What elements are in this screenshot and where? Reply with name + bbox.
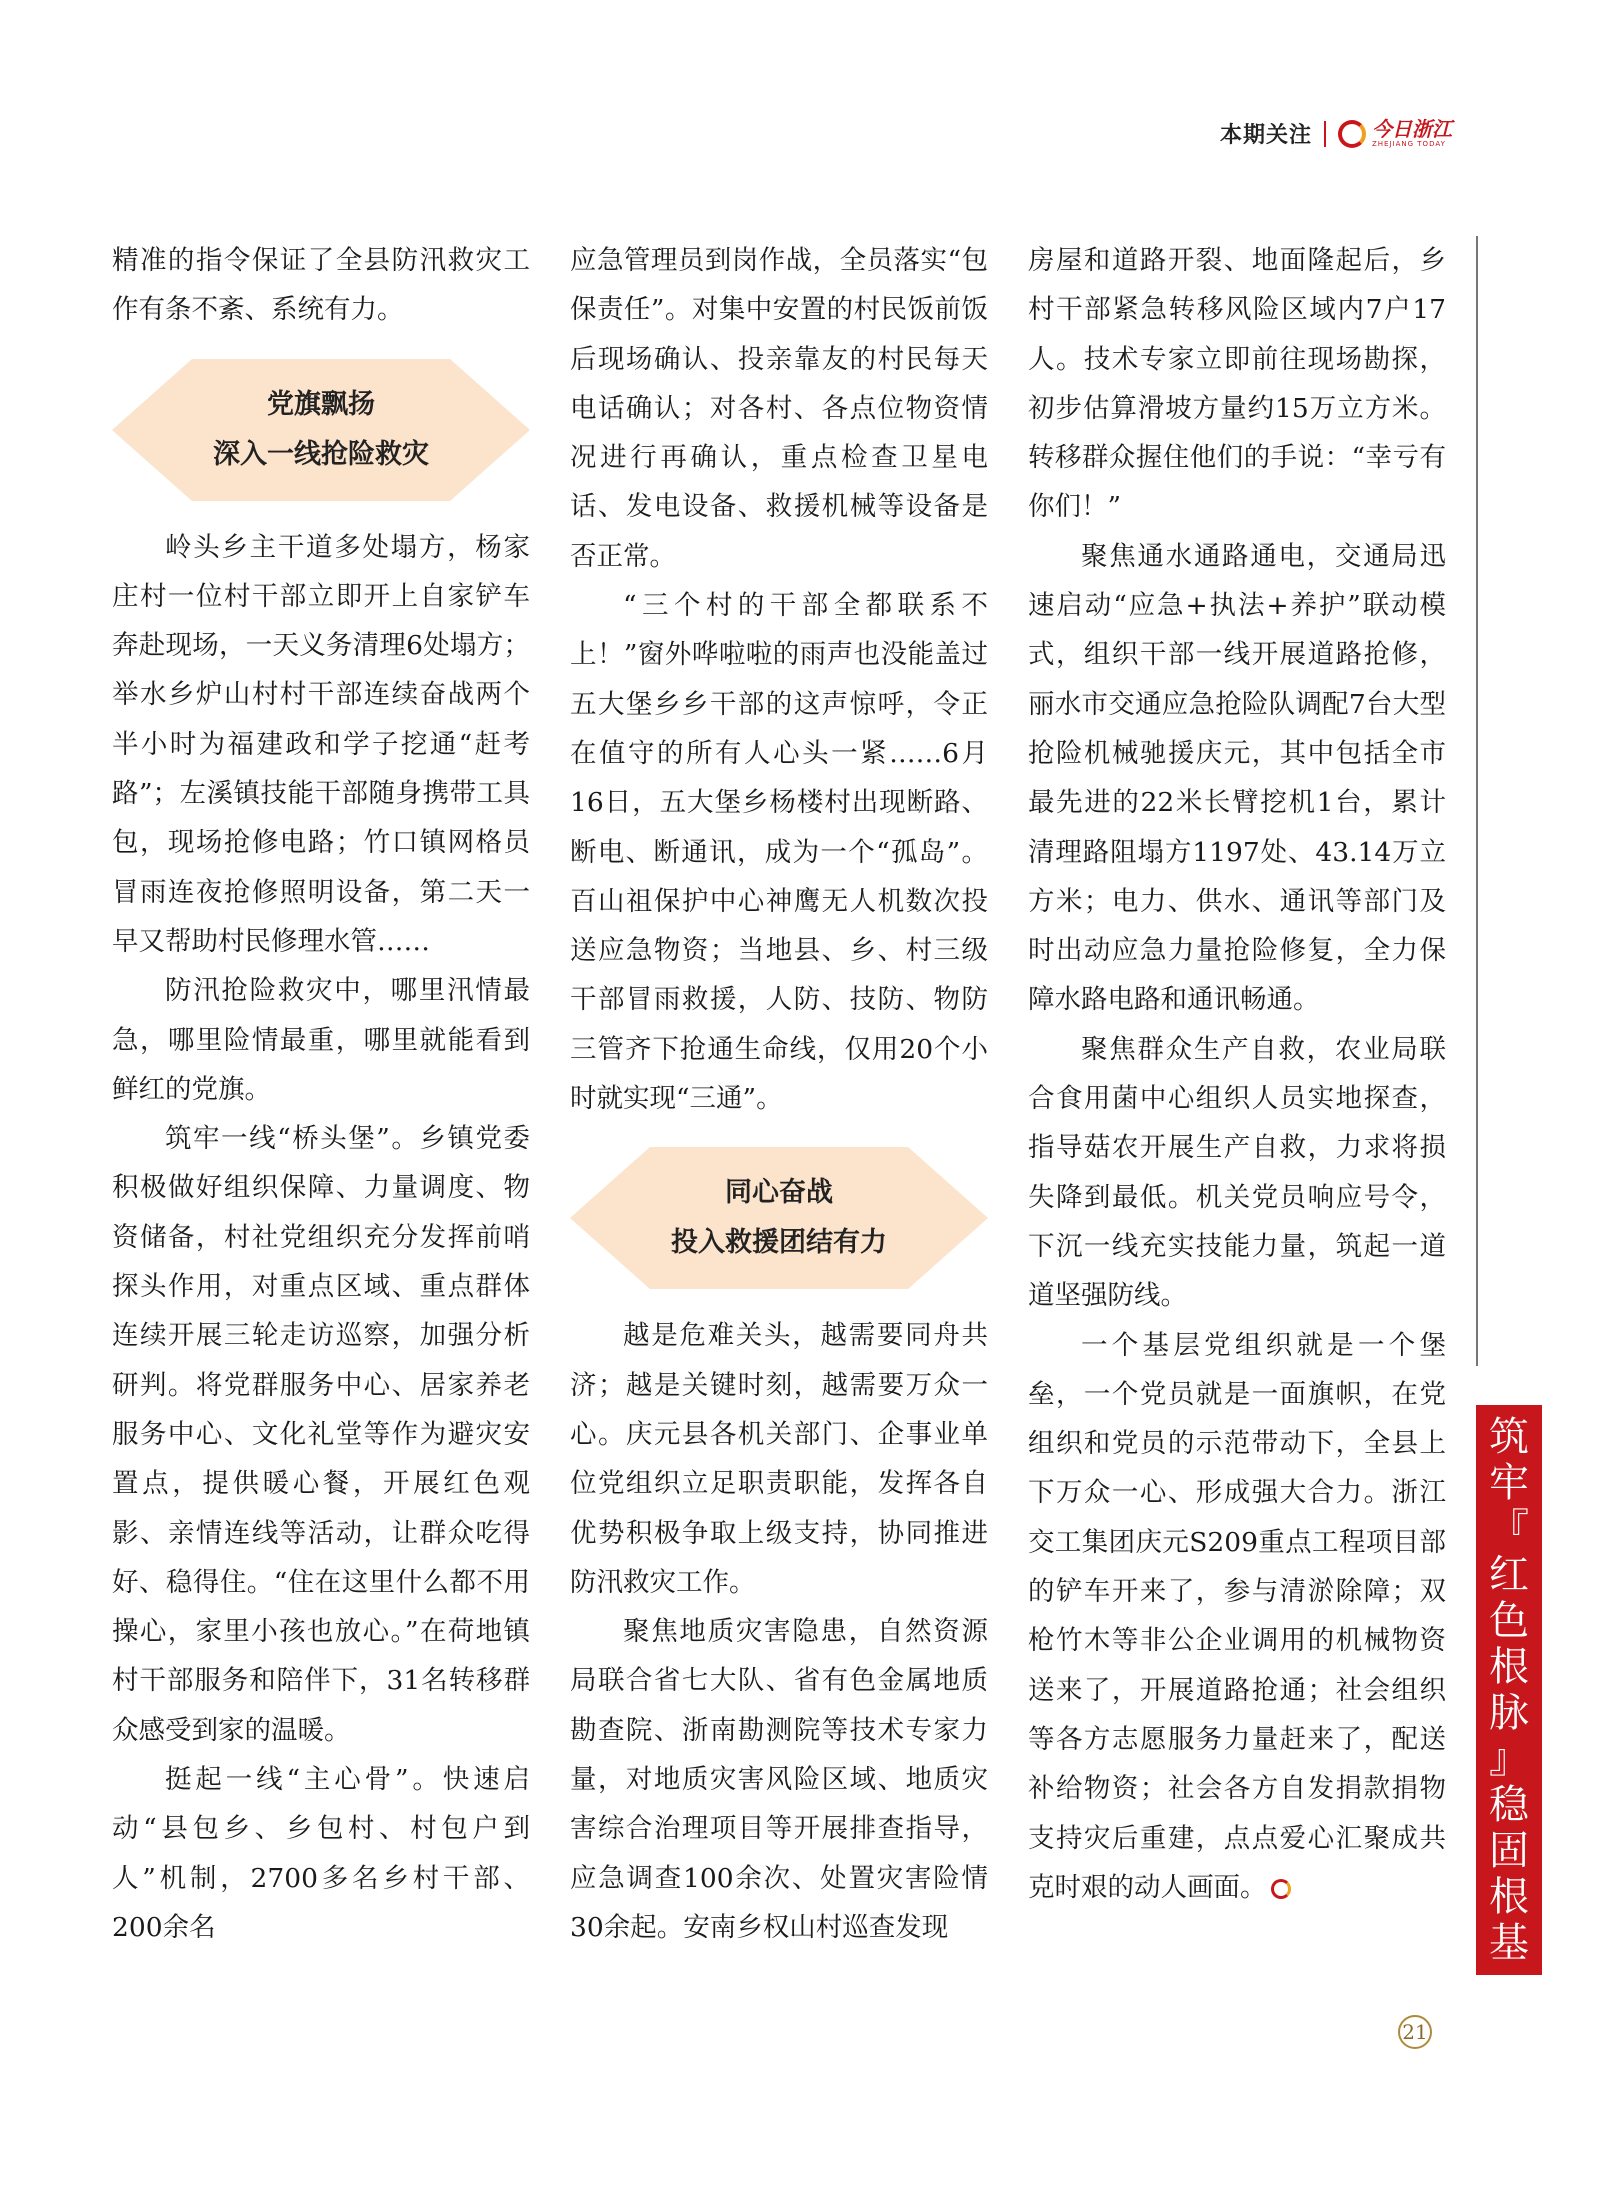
subheading-line-1: 同心奋战 bbox=[725, 1177, 833, 1209]
article-column-3 bbox=[1028, 236, 1446, 1912]
side-banner bbox=[1476, 1405, 1542, 1975]
banner-char: 根 bbox=[1489, 1644, 1529, 1690]
subheading-box bbox=[570, 1147, 988, 1289]
banner-char: 』 bbox=[1489, 1736, 1529, 1782]
article-column-2 bbox=[570, 236, 988, 1952]
paragraph: “三个村的干部全都联系不上！”窗外哗啦啦的雨声也没能盖过五大堡乡乡干部的这声惊呼，令正在值守的所有人心头一紧……6月16日，五大堡乡杨楼村出现断路、断电、断通讯，成为一个“孤岛”。百山祖保护中心神鹰无人机数次投送应急物资；当地县、乡、村三级干部冒雨救援，人防、技防、物防三管齐下抢通生命线，仅用20个小时就实现“三通”。 bbox=[570, 590, 988, 1115]
paragraph-text: 一个基层党组织就是一个堡垒，一个党员就是一面旗帜，在党组织和党员的示范带动下，全县上下万众一心、形成强大合力。浙江交工集团庆元S209重点工程项目部的铲车开来了，参与清淤除障；双枪竹木等非公企业调用的机械物资送来了，开展道路抢通；社会组织等各方志愿服务力量赶来了，配送补给物资；社会各方自发捐款捐物支持灾后重建，点点爱心汇聚成共克时艰的动人画面。 bbox=[1028, 1329, 1446, 1903]
banner-char: 脉 bbox=[1489, 1690, 1529, 1736]
logo-swirl-icon bbox=[1338, 120, 1366, 148]
banner-char: 稳 bbox=[1489, 1782, 1529, 1828]
banner-char: 牢 bbox=[1489, 1460, 1529, 1506]
banner-char: 红 bbox=[1489, 1552, 1529, 1598]
banner-char: 色 bbox=[1489, 1598, 1529, 1644]
banner-char: 固 bbox=[1489, 1828, 1529, 1874]
logo-english: ZHEJIANG TODAY bbox=[1372, 140, 1446, 148]
magazine-logo bbox=[1338, 119, 1452, 148]
section-title: 本期关注 bbox=[1219, 123, 1312, 148]
paragraph: 精准的指令保证了全县防汛救灾工作有条不紊、系统有力。 bbox=[112, 245, 530, 326]
header-divider bbox=[1324, 121, 1326, 147]
paragraph: 挺起一线“主心骨”。快速启动“县包乡、乡包村、村包户到人”机制，2700多名乡村干部、200余名 bbox=[112, 1764, 530, 1943]
subheading-line-2: 投入救援团结有力 bbox=[671, 1227, 887, 1259]
banner-char: 『 bbox=[1489, 1506, 1529, 1552]
paragraph: 聚焦通水通路通电，交通局迅速启动“应急+执法+养护”联动模式，组织干部一线开展道路抢修，丽水市交通应急抢险队调配7台大型抢险机械驰援庆元，其中包括全市最先进的22米长臂挖机1台，累计清理路阻塌方1197处、43.14万立方米；电力、供水、通讯等部门及时出动应急力量抢险修复，全力保障水路电路和通讯畅通。 bbox=[1028, 540, 1446, 1016]
paragraph: 应急管理员到岗作战，全员落实“包保责任”。对集中安置的村民饭前饭后现场确认、投亲靠友的村民每天电话确认；对各村、各点位物资情况进行再确认，重点检查卫星电话、发电设备、救援机械等设备是否正常。 bbox=[570, 245, 988, 572]
paragraph: 聚焦群众生产自救，农业局联合食用菌中心组织人员实地探查，指导菇农开展生产自救，力求将损失降到最低。机关党员响应号令，下沉一线充实技能力量，筑起一道道坚强防线。 bbox=[1028, 1033, 1446, 1312]
subheading-line-1: 党旗飘扬 bbox=[267, 388, 375, 420]
paragraph: 房屋和道路开裂、地面隆起后，乡村干部紧急转移风险区域内7户17人。技术专家立即前往现场勘探，初步估算滑坡方量约15万立方米。转移群众握住他们的手说：“幸亏有你们！” bbox=[1028, 245, 1446, 523]
paragraph: 越是危难关头，越需要同舟共济；越是关键时刻，越需要万众一心。庆元县各机关部门、企事业单位党组织立足职责职能，发挥各自优势积极争取上级支持，协同推进防汛救灾工作。 bbox=[570, 1320, 988, 1598]
paragraph: 防汛抢险救灾中，哪里汛情最急，哪里险情最重，哪里就能看到鲜红的党旗。 bbox=[112, 975, 530, 1105]
paragraph bbox=[1028, 1321, 1446, 1913]
page-number: 21 bbox=[1398, 2015, 1432, 2049]
subheading-line-2: 深入一线抢险救灾 bbox=[213, 438, 429, 470]
end-mark-icon bbox=[1271, 1879, 1291, 1899]
banner-char: 基 bbox=[1489, 1920, 1529, 1966]
banner-char: 根 bbox=[1489, 1874, 1529, 1920]
logo-name: 今日浙江 bbox=[1372, 117, 1452, 141]
paragraph: 筑牢一线“桥头堡”。乡镇党委积极做好组织保障、力量调度、物资储备，村社党组织充分发挥前哨探头作用，对重点区域、重点群体连续开展三轮走访巡察，加强分析研判。将党群服务中心、居家养老服务中心、文化礼堂等作为避灾安置点，提供暖心餐，开展红色观影、亲情连线等活动，让群众吃得好、稳得住。“住在这里什么都不用操心，家里小孩也放心。”在荷地镇村干部服务和陪伴下，31名转移群众感受到家的温暖。 bbox=[112, 1123, 530, 1746]
paragraph: 岭头乡主干道多处塌方，杨家庄村一位村干部立即开上自家铲车奔赴现场，一天义务清理6处塌方；举水乡炉山村村干部连续奋战两个半小时为福建政和学子挖通“赶考路”；左溪镇技能干部随身携带工具包，现场抢修电路；竹口镇网格员冒雨连夜抢修照明设备，第二天一早又帮助村民修理水管…… bbox=[112, 531, 530, 957]
subheading-box bbox=[112, 359, 530, 501]
article-column-1 bbox=[112, 236, 530, 1952]
banner-char: 筑 bbox=[1489, 1414, 1529, 1460]
page-header bbox=[1220, 118, 1452, 149]
vertical-rule bbox=[1476, 236, 1478, 1366]
paragraph: 聚焦地质灾害隐患，自然资源局联合省七大队、省有色金属地质勘查院、浙南勘测院等技术专家力量，对地质灾害风险区域、地质灾害综合治理项目等开展排查指导，应急调查100余次、处置灾害险情30余起。安南乡权山村巡查发现 bbox=[570, 1616, 988, 1943]
